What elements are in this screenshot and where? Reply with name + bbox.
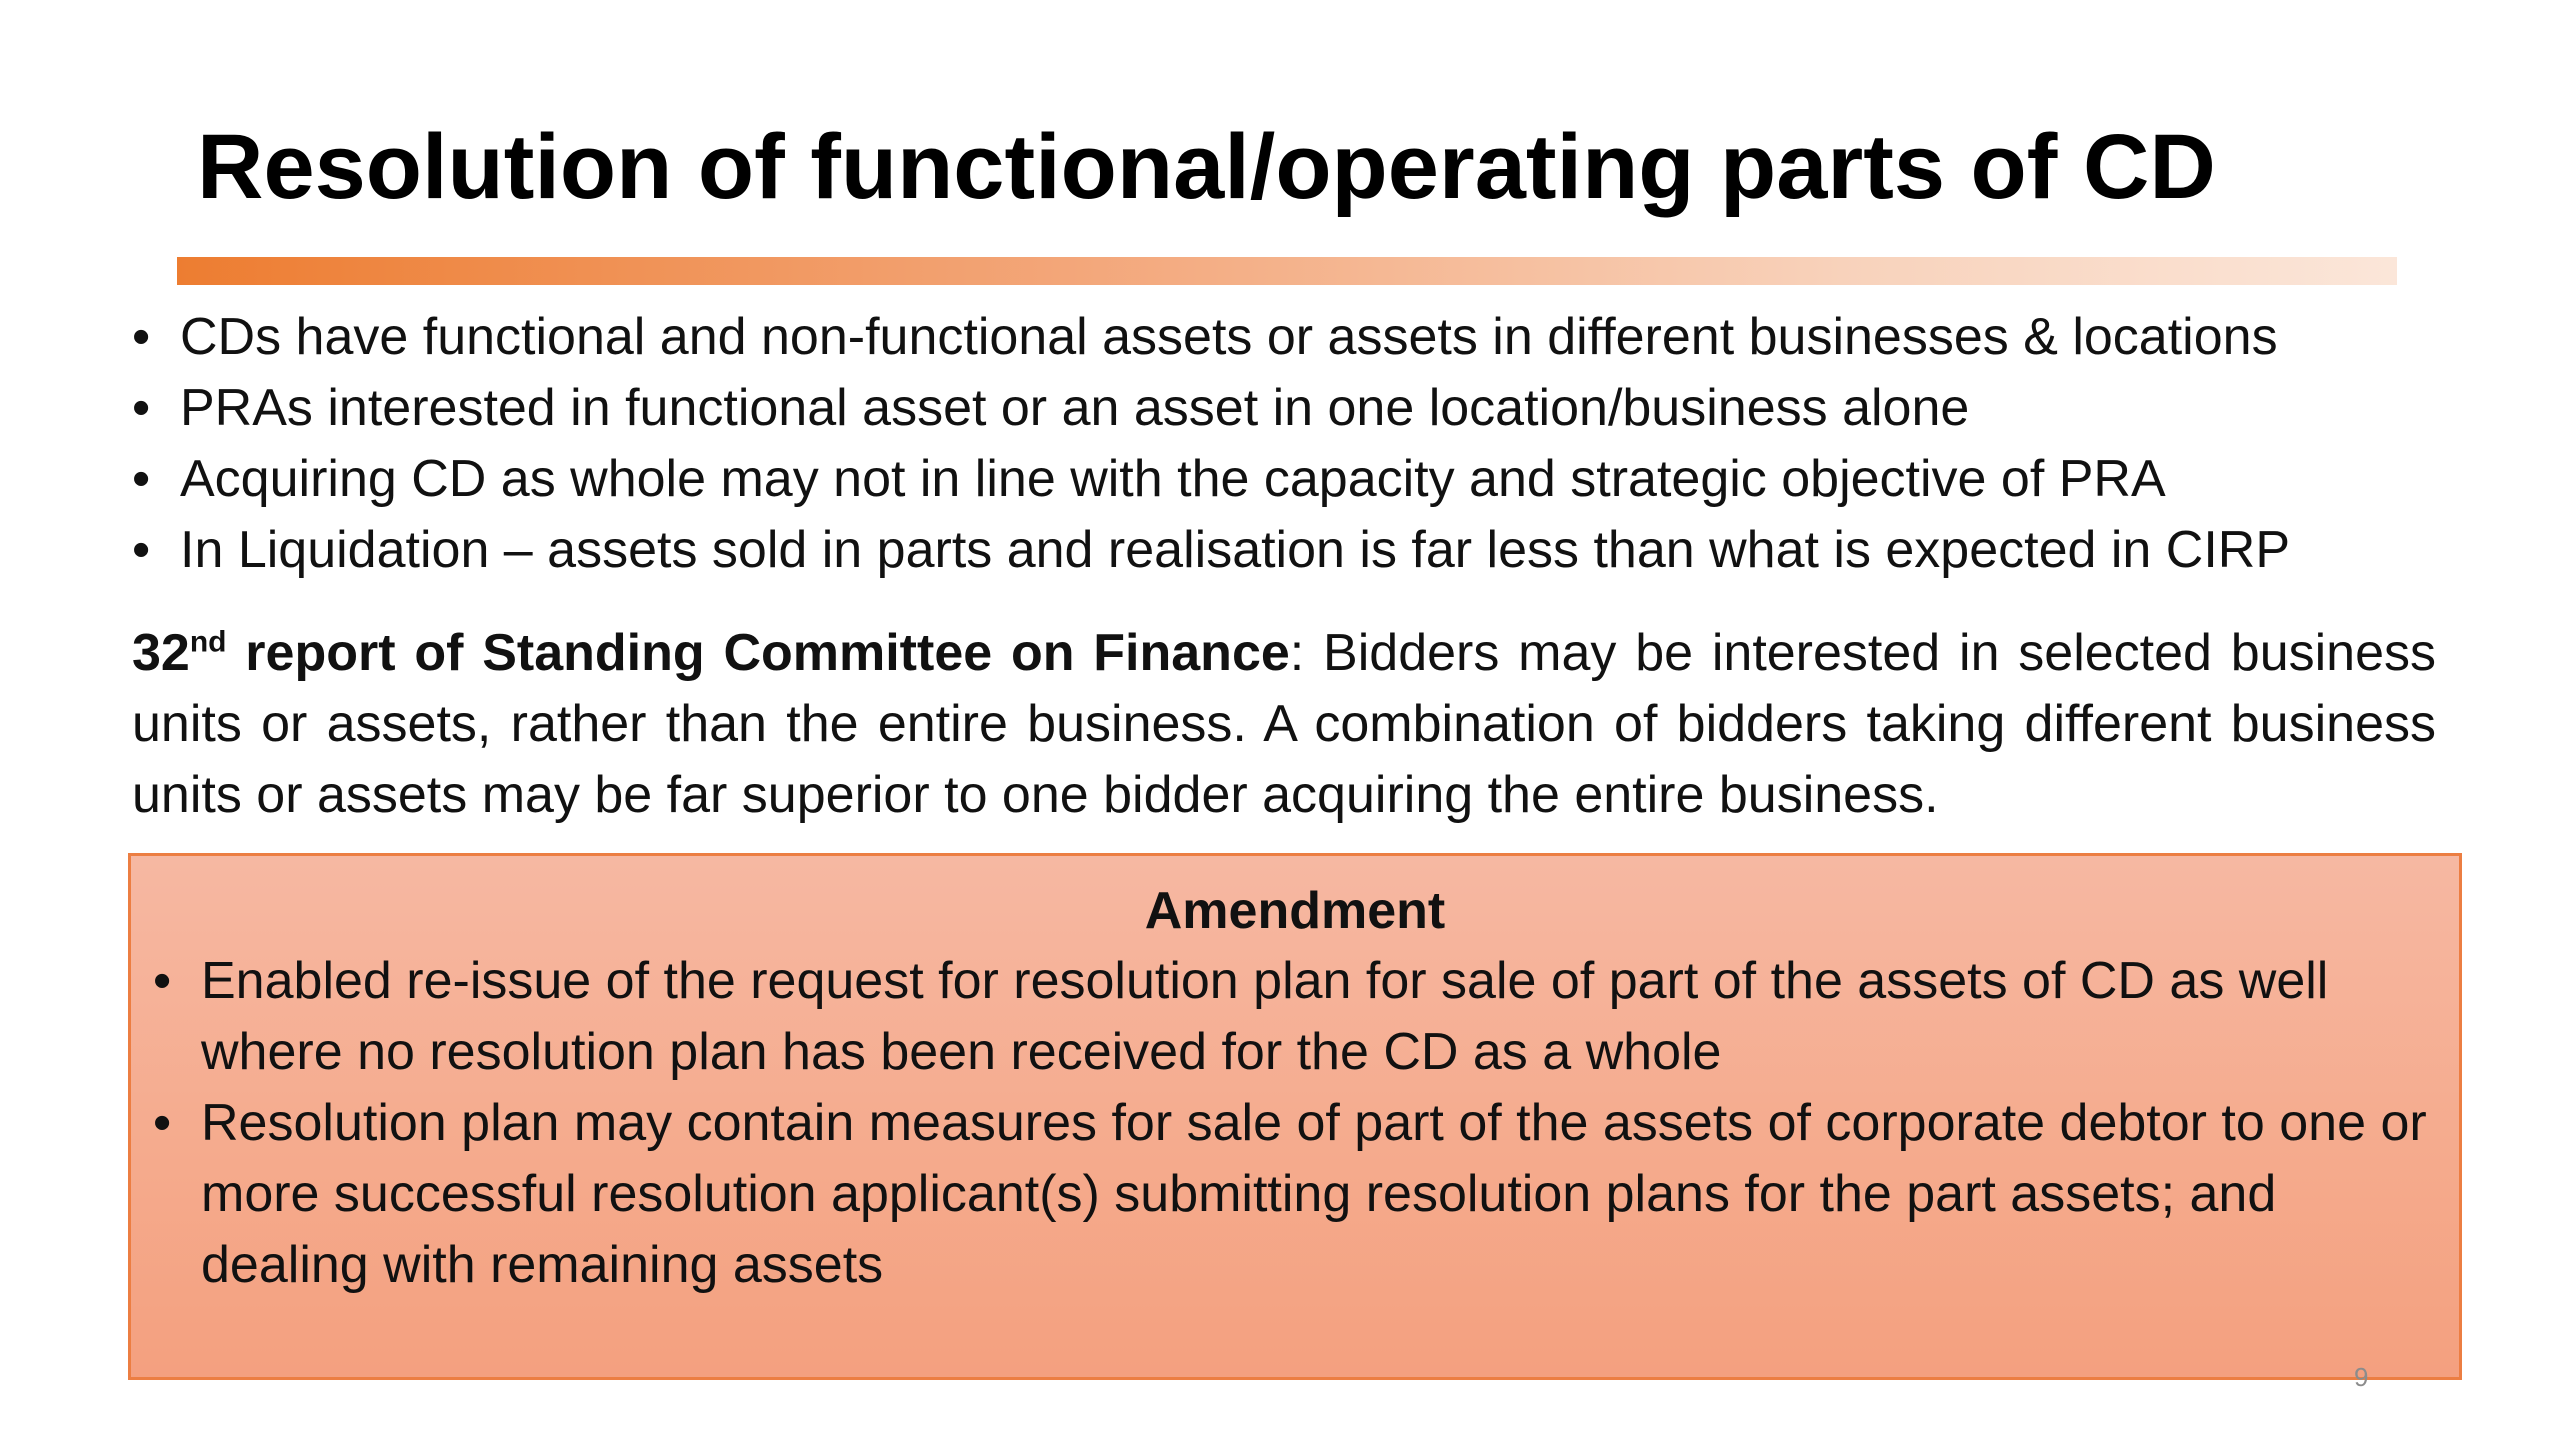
bullet-list: [132, 302, 2462, 586]
amendment-heading: Amendment: [1144, 882, 1446, 940]
bullet-dot: •: [153, 1094, 172, 1152]
slide-title: Resolution of functional/operating parts of CD: [197, 116, 2216, 218]
amendment-item: [153, 1088, 2443, 1301]
report-heading-number: 32: [132, 624, 190, 682]
amendment-text: Resolution plan may contain measures for sale of part of the assets of corporate debtor to one or more successful resolution applicant(s) submitting resolution plans for the part assets; and dealing with remaining assets: [201, 1094, 2427, 1294]
bullet-item: [132, 444, 2462, 515]
report-body-text: : Bidders may be interested in selected business units or assets, rather than the entire business. A combination of bidders taking different business units or assets may be far superior to one bidder acquiring the entire business.: [132, 624, 2437, 824]
bullet-text: CDs have functional and non-functional assets or assets in different businesses & locations: [180, 308, 2278, 366]
bullet-item: [132, 302, 2462, 373]
amendment-item: [153, 946, 2443, 1088]
bullet-item: [132, 373, 2462, 444]
bullet-dot: •: [132, 521, 151, 579]
bullet-text: In Liquidation – assets sold in parts and realisation is far less than what is expected in CIRP: [180, 521, 2291, 579]
committee-report-paragraph: [132, 618, 2436, 831]
report-heading: [132, 624, 1290, 682]
report-heading-title: report of Standing Committee on Finance: [226, 624, 1290, 682]
title-accent-bar: [177, 257, 2397, 285]
bullet-item: [132, 515, 2462, 586]
bullet-text: PRAs interested in functional asset or an asset in one location/business alone: [180, 379, 1970, 437]
amendment-box: [128, 853, 2462, 1380]
bullet-dot: •: [132, 379, 151, 437]
bullet-text: Acquiring CD as whole may not in line with the capacity and strategic objective of PRA: [180, 450, 2166, 508]
bullet-dot: •: [132, 450, 151, 508]
bullet-dot: •: [132, 308, 151, 366]
amendment-text: Enabled re-issue of the request for resolution plan for sale of part of the assets of CD as well where no resolution plan has been received for the CD as a whole: [201, 952, 2329, 1081]
report-heading-ordinal: nd: [189, 625, 227, 659]
amendment-list: [153, 946, 2443, 1301]
bullet-dot: •: [153, 952, 172, 1010]
page-number: 9: [2354, 1362, 2369, 1392]
